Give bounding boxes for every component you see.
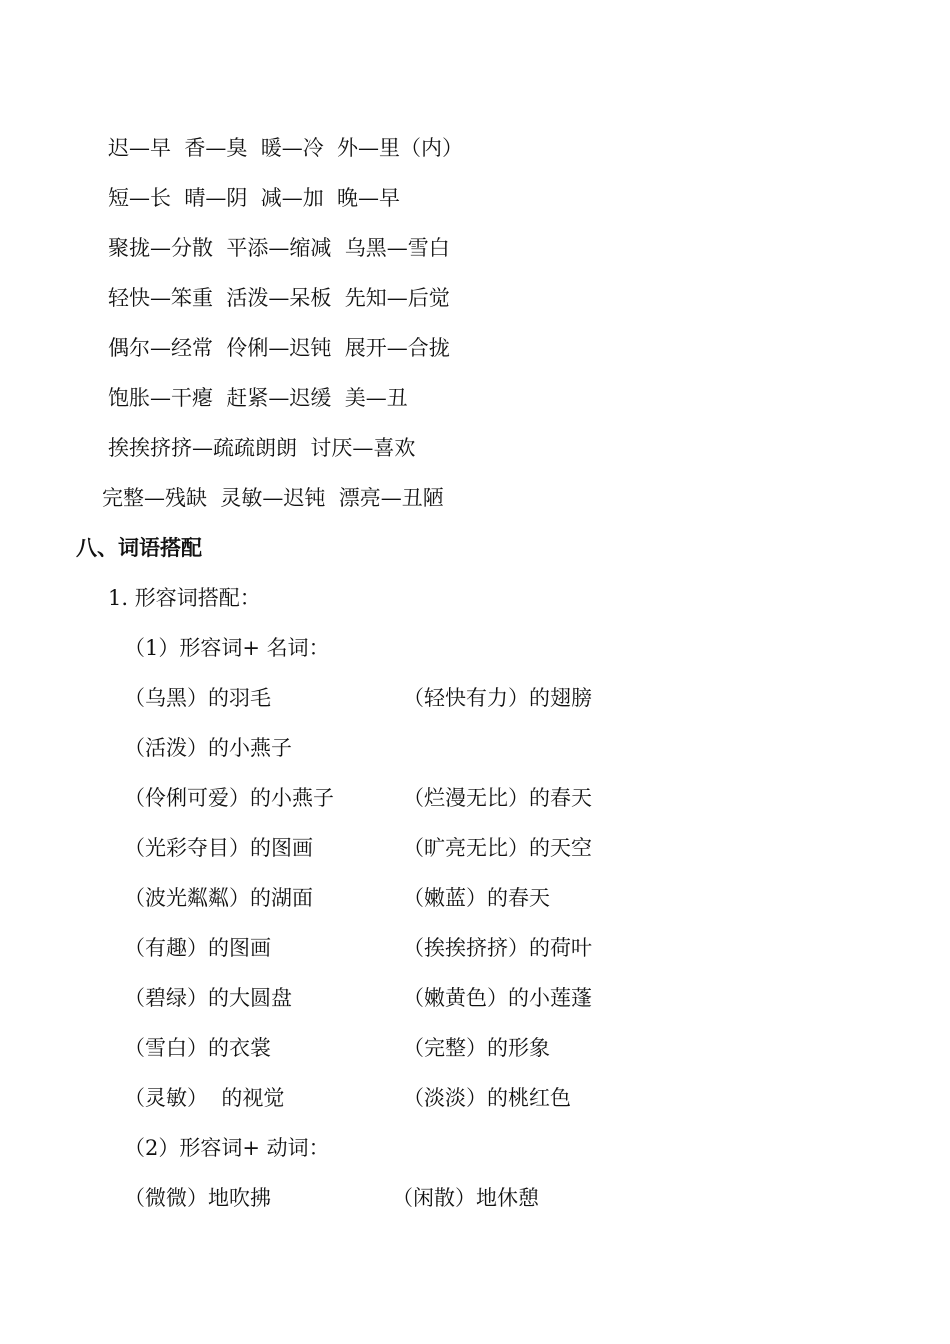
antonym-line: 挨挨挤挤—疏疏朗朗 讨厌—喜欢: [108, 436, 416, 460]
antonym-line: 聚拢—分散 平添—缩减 乌黑—雪白: [108, 236, 450, 260]
pair-right: （轻快有力）的翅膀: [403, 686, 592, 710]
pair-left: （有趣）的图画: [124, 936, 271, 960]
section-heading: 八、词语搭配: [76, 536, 202, 560]
pair-left: （灵敏） 的视觉: [124, 1086, 285, 1110]
antonym-line: 饱胀—干瘪 赶紧—迟缓 美—丑: [108, 386, 408, 410]
antonym-line: 轻快—笨重 活泼—呆板 先知—后觉: [108, 286, 450, 310]
pair-left: （波光粼粼）的湖面: [124, 886, 313, 910]
pair-right: （闲散）地休憩: [392, 1186, 539, 1210]
pair-right: （淡淡）的桃红色: [403, 1086, 571, 1110]
group-title: （2）形容词+ 动词：: [124, 1136, 330, 1160]
subsection-title: 1. 形容词搭配：: [108, 586, 261, 610]
pair-right: （嫩蓝）的春天: [403, 886, 550, 910]
pair-right: （挨挨挤挤）的荷叶: [403, 936, 592, 960]
pair-left: （伶俐可爱）的小燕子: [124, 786, 334, 810]
antonym-line: 完整—残缺 灵敏—迟钝 漂亮—丑陋: [102, 486, 444, 510]
pair-right: （旷亮无比）的天空: [403, 836, 592, 860]
pair-left: （微微）地吹拂: [124, 1186, 271, 1210]
pair-left: （光彩夺目）的图画: [124, 836, 313, 860]
antonym-line: 短—长 晴—阴 减—加 晚—早: [108, 186, 401, 210]
antonym-line: 偶尔—经常 伶俐—迟钝 展开—合拢: [108, 336, 450, 360]
pair-right: （嫩黄色）的小莲蓬: [403, 986, 592, 1010]
pair-left: （雪白）的衣裳: [124, 1036, 271, 1060]
pair-left: （乌黑）的羽毛: [124, 686, 271, 710]
pair-right: （完整）的形象: [403, 1036, 550, 1060]
pair-left: （碧绿）的大圆盘: [124, 986, 292, 1010]
antonym-line: 迟—早 香—臭 暖—冷 外—里（内）: [108, 136, 464, 160]
group-title: （1）形容词+ 名词：: [124, 636, 330, 660]
pair-left: （活泼）的小燕子: [124, 736, 292, 760]
pair-right: （烂漫无比）的春天: [403, 786, 592, 810]
